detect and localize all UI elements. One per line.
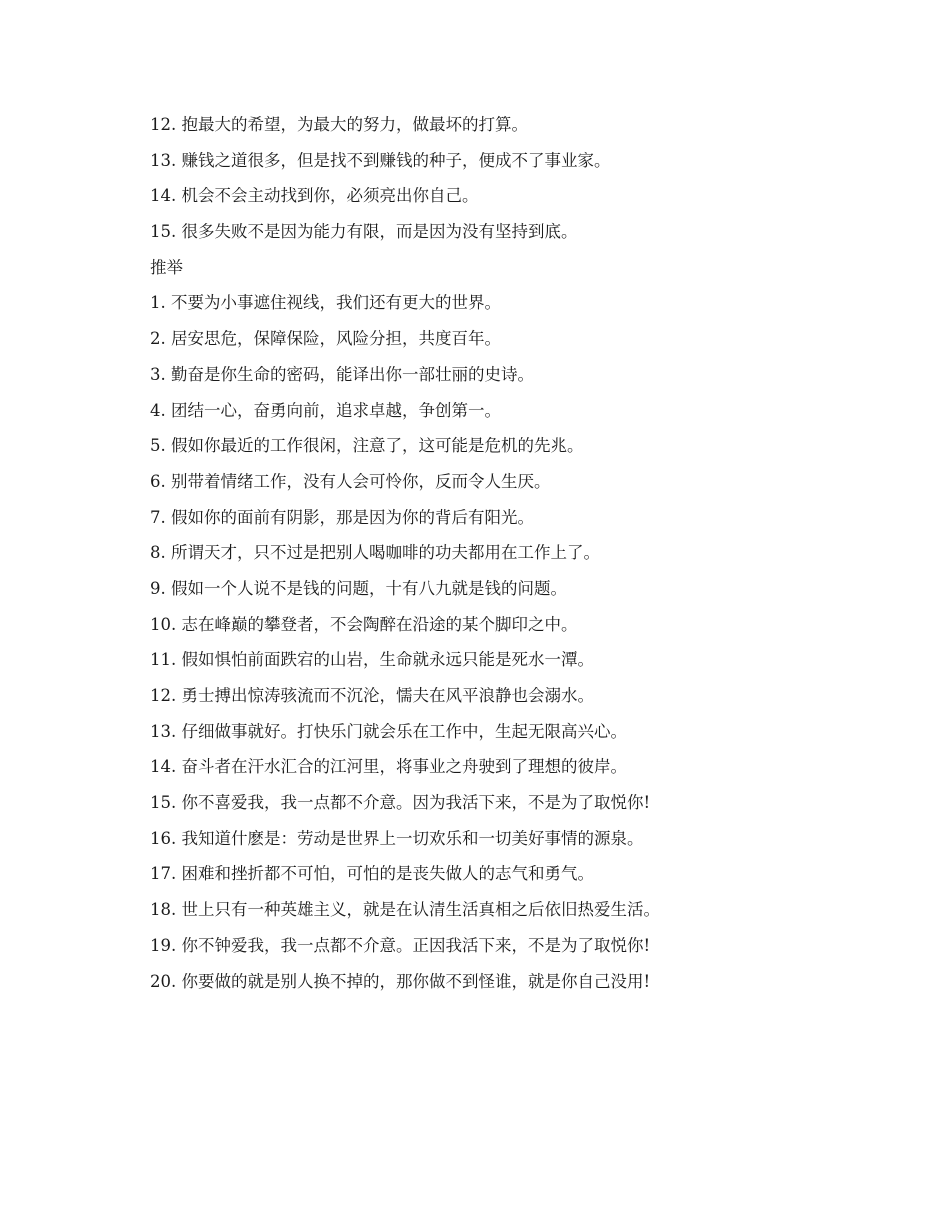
item-number: 12. (150, 686, 177, 705)
item-number: 11. (150, 650, 177, 670)
item-text: 机会不会主动找到你，必须亮出你自己。 (181, 186, 479, 206)
item-text: 所谓天才，只不过是把别人喝咖啡的功夫都用在工作上了。 (171, 543, 600, 563)
list-item (150, 321, 910, 357)
list-item (150, 678, 910, 714)
item-text: 不要为小事遮住视线，我们还有更大的世界。 (171, 293, 501, 313)
item-number: 19. (150, 935, 177, 955)
item-number: 18. (150, 900, 177, 920)
item-text: 困难和挫折都不可怕，可怕的是丧失做人的志气和勇气。 (181, 864, 594, 884)
list-item (150, 892, 910, 928)
list-item (150, 607, 910, 643)
list-item (150, 500, 910, 536)
item-number: 9. (150, 578, 166, 598)
item-number: 2. (150, 329, 166, 349)
item-text: 你不钟爱我，我一点都不介意。正因我活下来，不是为了取悦你! (181, 935, 651, 955)
item-number: 4. (150, 400, 166, 420)
item-text: 很多失败不是因为能力有限，而是因为没有坚持到底。 (181, 222, 578, 242)
document-page (150, 107, 910, 999)
item-number: 12. (150, 115, 177, 134)
list-item (150, 214, 910, 250)
list-item (150, 428, 910, 464)
item-number: 13. (150, 150, 177, 170)
item-text: 仔细做事就好。打快乐门就会乐在工作中，生起无限高兴心。 (181, 721, 627, 741)
list-item (150, 107, 910, 143)
list-item (150, 285, 910, 321)
list-item (150, 714, 910, 750)
item-number: 15. (150, 222, 177, 242)
list-item (150, 571, 910, 607)
item-text: 奋斗者在汗水汇合的江河里，将事业之舟驶到了理想的彼岸。 (181, 757, 627, 777)
item-number: 16. (150, 828, 177, 848)
item-number: 6. (150, 471, 166, 491)
list-item (150, 749, 910, 785)
item-text: 假如你的面前有阴影，那是因为你的背后有阳光。 (171, 507, 534, 527)
section-list (150, 285, 910, 999)
item-text: 团结一心，奋勇向前，追求卓越，争创第一。 (171, 400, 501, 420)
list-item (150, 178, 910, 214)
item-number: 3. (150, 364, 166, 384)
item-text: 我知道什麽是：劳动是世界上一切欢乐和一切美好事情的源泉。 (181, 828, 644, 848)
item-number: 15. (150, 793, 177, 813)
list-item (150, 821, 910, 857)
list-item (150, 785, 910, 821)
list-item (150, 357, 910, 393)
section-heading: 推举 (150, 257, 183, 277)
item-number: 10. (150, 614, 177, 634)
item-number: 7. (150, 507, 166, 527)
item-text: 别带着情绪工作，没有人会可怜你，反而令人生厌。 (171, 471, 551, 491)
item-text: 假如一个人说不是钱的问题，十有八九就是钱的问题。 (171, 578, 567, 598)
item-number: 17. (150, 864, 177, 884)
list-item (150, 964, 910, 1000)
item-text: 志在峰巅的攀登者，不会陶醉在沿途的某个脚印之中。 (181, 614, 578, 634)
item-text: 你不喜爱我，我一点都不介意。因为我活下来，不是为了取悦你! (181, 793, 651, 813)
item-text: 你要做的就是别人换不掉的，那你做不到怪谁，就是你自己没用! (181, 971, 651, 991)
item-number: 14. (150, 757, 177, 777)
list-item (150, 393, 910, 429)
item-number: 13. (150, 721, 177, 741)
list-item (150, 928, 910, 964)
list-item (150, 464, 910, 500)
item-text: 赚钱之道很多，但是找不到赚钱的种子，便成不了事业家。 (181, 150, 611, 170)
item-text: 假如惧怕前面跌宕的山岩，生命就永远只能是死水一潭。 (181, 650, 594, 670)
list-item (150, 143, 910, 179)
item-number: 8. (150, 543, 166, 563)
item-number: 20. (150, 971, 177, 991)
list-item (150, 642, 910, 678)
list-item (150, 535, 910, 571)
item-number: 5. (150, 436, 166, 456)
item-text: 勤奋是你生命的密码，能译出你一部壮丽的史诗。 (171, 364, 534, 384)
top-list (150, 107, 910, 250)
item-text: 假如你最近的工作很闲，注意了，这可能是危机的先兆。 (171, 436, 584, 456)
item-text: 抱最大的希望，为最大的努力，做最坏的打算。 (181, 115, 528, 134)
item-text: 居安思危，保障保险，风险分担，共度百年。 (171, 329, 501, 349)
item-number: 1. (150, 293, 166, 313)
item-text: 勇士搏出惊涛骇流而不沉沦，懦夫在风平浪静也会溺水。 (181, 686, 594, 705)
list-item (150, 856, 910, 892)
item-number: 14. (150, 186, 177, 206)
item-text: 世上只有一种英雄主义，就是在认清生活真相之后依旧热爱生活。 (181, 900, 660, 920)
